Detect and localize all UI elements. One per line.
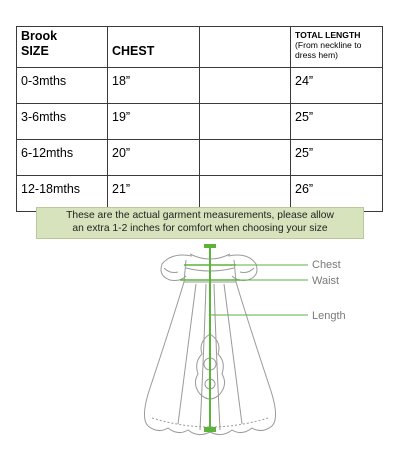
table-row xyxy=(17,140,383,176)
size-cell: 12-18mths xyxy=(17,176,108,212)
header-total-length: TOTAL LENGTH xyxy=(295,30,361,40)
measurement-note xyxy=(36,207,364,239)
note-line-2: an extra 1-2 inches for comfort when choosing your size xyxy=(72,223,328,234)
chest-cell: 18” xyxy=(108,68,200,104)
header-total-length-note-2: dress hem) xyxy=(295,50,338,60)
header-brand: Brook xyxy=(21,29,58,43)
length-bottom-marker xyxy=(204,427,216,432)
length-cell: 25” xyxy=(291,140,383,176)
length-label: Length xyxy=(312,310,346,322)
chest-cell: 19” xyxy=(108,104,200,140)
table-row xyxy=(17,104,383,140)
table-header-row xyxy=(17,27,383,68)
size-cell: 3-6mths xyxy=(17,104,108,140)
header-length-cell xyxy=(291,27,383,68)
size-cell: 0-3mths xyxy=(17,68,108,104)
header-blank-cell xyxy=(200,27,291,68)
header-size: SIZE xyxy=(21,44,49,58)
header-total-length-note-1: (From neckline to xyxy=(295,40,362,50)
dress-measurement-diagram xyxy=(0,238,400,458)
chest-label: Chest xyxy=(312,259,341,271)
length-cell: 25” xyxy=(291,104,383,140)
size-cell: 6-12mths xyxy=(17,140,108,176)
length-top-marker xyxy=(204,244,216,248)
length-cell: 26” xyxy=(291,176,383,212)
header-chest: CHEST xyxy=(112,44,155,58)
blank-cell xyxy=(200,104,291,140)
blank-cell xyxy=(200,68,291,104)
table-row xyxy=(17,68,383,104)
blank-cell xyxy=(200,140,291,176)
header-chest-cell xyxy=(108,27,200,68)
note-line-1: These are the actual garment measurements, please allow xyxy=(66,210,334,221)
chest-cell: 21” xyxy=(108,176,200,212)
size-chart-table xyxy=(16,26,383,212)
header-size-cell xyxy=(17,27,108,68)
length-cell: 24” xyxy=(291,68,383,104)
waist-label: Waist xyxy=(312,275,340,287)
chest-cell: 20” xyxy=(108,140,200,176)
